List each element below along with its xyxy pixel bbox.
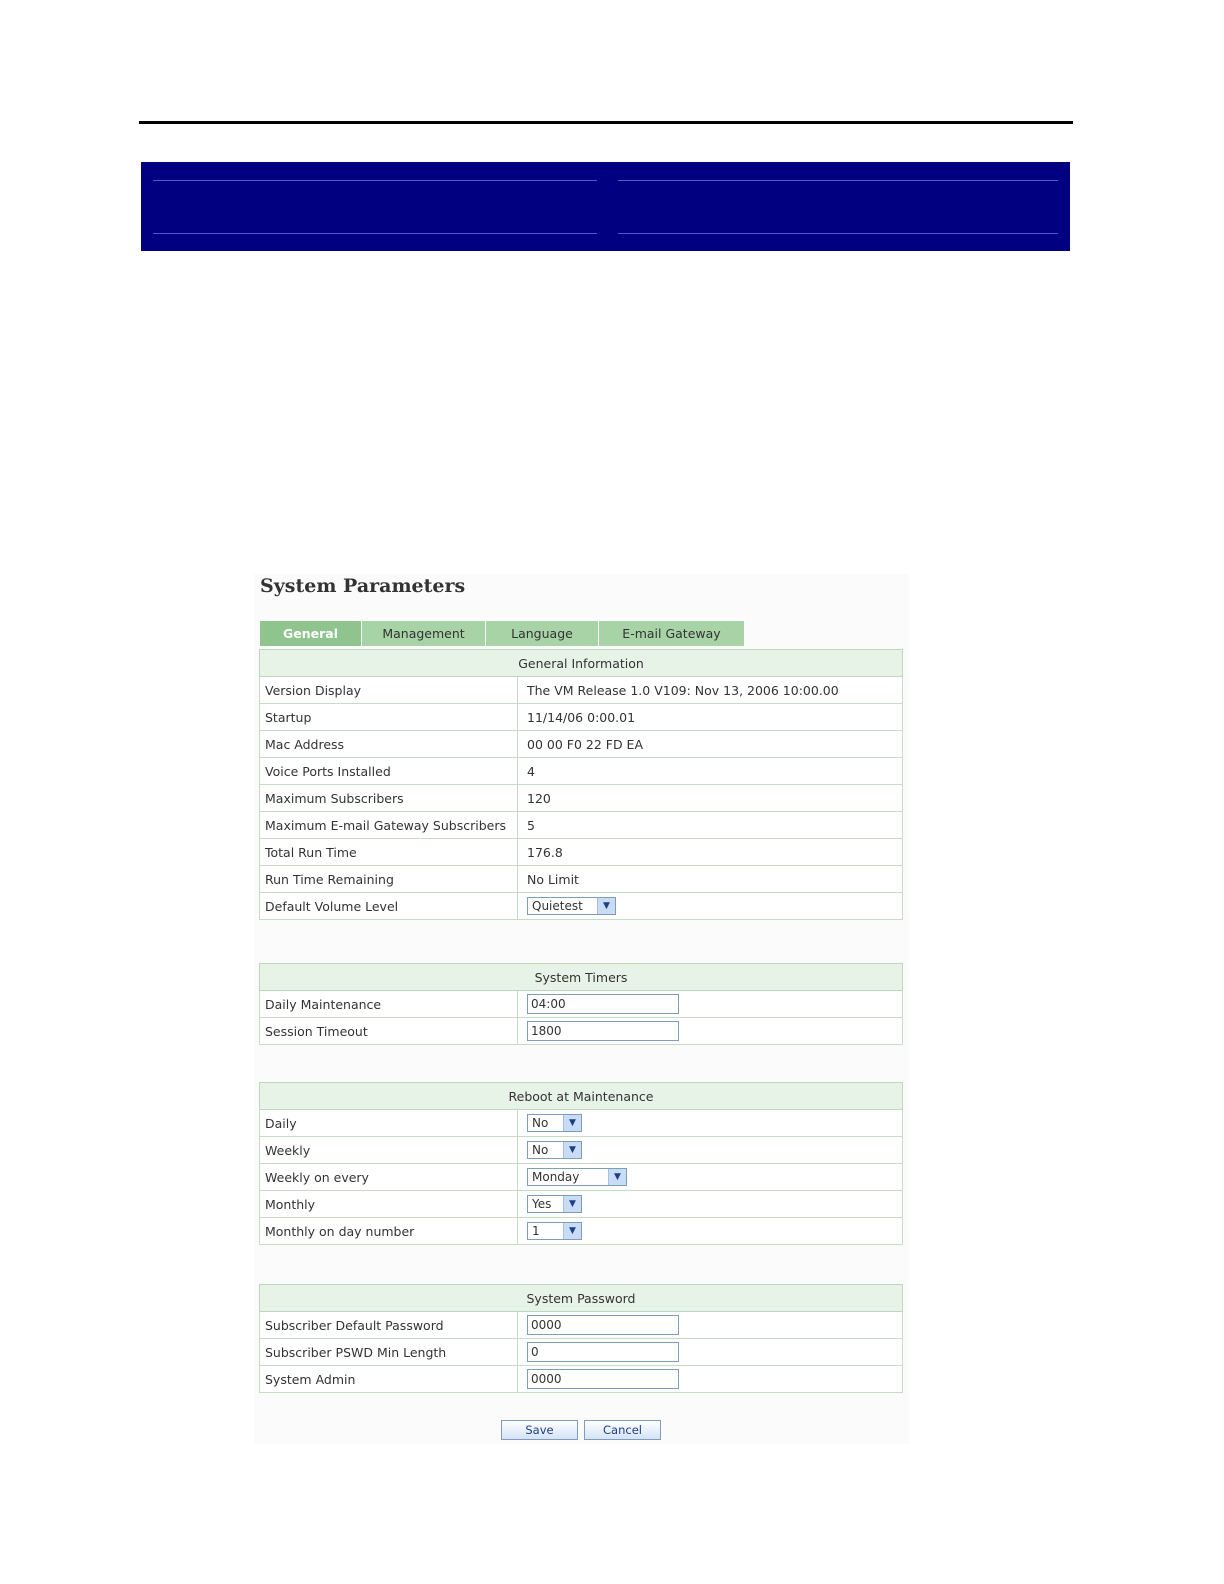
row-label: Mac Address xyxy=(260,731,518,758)
row-label: System Admin xyxy=(260,1366,518,1393)
table-row xyxy=(260,1312,903,1339)
table-row xyxy=(260,1191,903,1218)
row-label: Monthly xyxy=(260,1191,518,1218)
header-banner xyxy=(141,162,1070,251)
table-row xyxy=(260,866,903,893)
row-label: Daily Maintenance xyxy=(260,991,518,1018)
chevron-down-icon[interactable]: ▼ xyxy=(597,898,615,914)
row-label: Weekly on every xyxy=(260,1164,518,1191)
section-header: General Information xyxy=(260,650,903,677)
row-value: 120 xyxy=(518,785,903,812)
row-label: Run Time Remaining xyxy=(260,866,518,893)
row-value: No Limit xyxy=(518,866,903,893)
row-label: Version Display xyxy=(260,677,518,704)
tab-management[interactable]: Management xyxy=(362,621,486,646)
volume-level-select[interactable] xyxy=(527,897,616,915)
pswd-min-length-input[interactable]: 0 xyxy=(527,1342,679,1362)
chevron-down-icon[interactable]: ▼ xyxy=(563,1196,581,1212)
row-label: Daily xyxy=(260,1110,518,1137)
table-row xyxy=(260,1339,903,1366)
tab-general[interactable]: General xyxy=(260,621,362,646)
section-header: System Password xyxy=(260,1285,903,1312)
tab-email-gateway[interactable]: E-mail Gateway xyxy=(599,621,745,646)
row-label: Session Timeout xyxy=(260,1018,518,1045)
row-label: Subscriber Default Password xyxy=(260,1312,518,1339)
table-row xyxy=(260,1110,903,1137)
monthly-reboot-select[interactable] xyxy=(527,1195,582,1213)
row-value: 4 xyxy=(518,758,903,785)
table-row xyxy=(260,785,903,812)
row-label: Total Run Time xyxy=(260,839,518,866)
select-value: Monday xyxy=(532,1170,580,1184)
system-password-table xyxy=(259,1284,903,1393)
row-label: Subscriber PSWD Min Length xyxy=(260,1339,518,1366)
table-row xyxy=(260,1366,903,1393)
cancel-button[interactable]: Cancel xyxy=(584,1420,661,1440)
table-row xyxy=(260,704,903,731)
row-label: Maximum E-mail Gateway Subscribers xyxy=(260,812,518,839)
weekly-reboot-select[interactable] xyxy=(527,1141,582,1159)
chevron-down-icon[interactable]: ▼ xyxy=(563,1142,581,1158)
row-label: Default Volume Level xyxy=(260,893,518,920)
row-value: 5 xyxy=(518,812,903,839)
system-timers-table xyxy=(259,963,903,1045)
select-value: Yes xyxy=(532,1197,552,1211)
table-row xyxy=(260,758,903,785)
top-rule xyxy=(139,121,1073,124)
row-label: Weekly xyxy=(260,1137,518,1164)
chevron-down-icon[interactable]: ▼ xyxy=(563,1115,581,1131)
row-value: 00 00 F0 22 FD EA xyxy=(518,731,903,758)
row-value: 11/14/06 0:00.01 xyxy=(518,704,903,731)
row-value: 176.8 xyxy=(518,839,903,866)
general-information-table xyxy=(259,649,903,920)
tab-bar xyxy=(260,621,745,646)
table-row xyxy=(260,1018,903,1045)
section-header: Reboot at Maintenance xyxy=(260,1083,903,1110)
table-row xyxy=(260,991,903,1018)
select-value: No xyxy=(532,1143,549,1157)
table-row xyxy=(260,1137,903,1164)
row-label: Startup xyxy=(260,704,518,731)
weekday-select[interactable] xyxy=(527,1168,627,1186)
tab-language[interactable]: Language xyxy=(486,621,599,646)
day-number-select[interactable] xyxy=(527,1222,582,1240)
save-button[interactable]: Save xyxy=(501,1420,578,1440)
subscriber-default-password-input[interactable]: 0000 xyxy=(527,1315,679,1335)
table-row xyxy=(260,839,903,866)
row-value: The VM Release 1.0 V109: Nov 13, 2006 10:00.00 xyxy=(518,677,903,704)
table-row xyxy=(260,731,903,758)
page-title: System Parameters xyxy=(260,575,466,597)
reboot-maintenance-table xyxy=(259,1082,903,1245)
row-label: Voice Ports Installed xyxy=(260,758,518,785)
table-row xyxy=(260,677,903,704)
select-value: No xyxy=(532,1116,549,1130)
section-header: System Timers xyxy=(260,964,903,991)
select-value: Quietest xyxy=(532,899,583,913)
row-label: Maximum Subscribers xyxy=(260,785,518,812)
table-row xyxy=(260,893,903,920)
session-timeout-input[interactable]: 1800 xyxy=(527,1021,679,1041)
system-admin-input[interactable]: 0000 xyxy=(527,1369,679,1389)
daily-maintenance-input[interactable]: 04:00 xyxy=(527,994,679,1014)
table-row xyxy=(260,1164,903,1191)
daily-reboot-select[interactable] xyxy=(527,1114,582,1132)
table-row xyxy=(260,812,903,839)
table-row xyxy=(260,1218,903,1245)
chevron-down-icon[interactable]: ▼ xyxy=(608,1169,626,1185)
select-value: 1 xyxy=(532,1224,540,1238)
row-label: Monthly on day number xyxy=(260,1218,518,1245)
chevron-down-icon[interactable]: ▼ xyxy=(563,1223,581,1239)
